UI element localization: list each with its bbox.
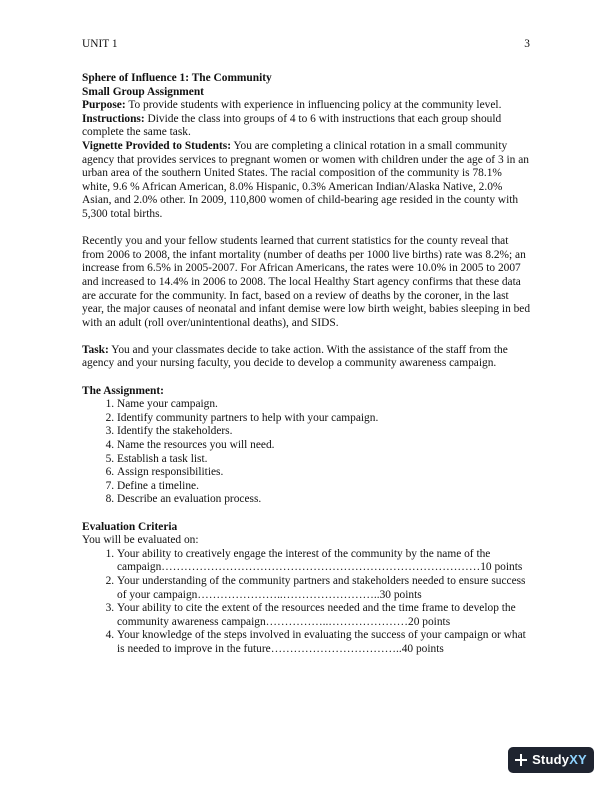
list-item: 4. Name the resources you will need. (117, 439, 532, 453)
document-body (82, 72, 532, 657)
evaluation-list (82, 548, 532, 657)
task-text: You and your classmates decide to take action. With the assistance of the staff from the agency and your nursing faculty, you decide to develop a community awareness campaign. (82, 343, 508, 370)
running-head: UNIT 1 (82, 38, 118, 50)
instructions-text: Divide the class into groups of 4 to 6 with instructions that each group should complete the same task. (82, 112, 502, 139)
vignette-text: You are completing a clinical rotation in a small community agency that provides services to pregnant women or women with children under the age of 3 in an urban area of the southern United States. The racial composition of the community is 78.1% white, 9.6 % African American, 8.0% Hispanic, 0.3% American Indian/Alaska Native, 2.0% Asian, and 2.0% other. In 2009, 110,800 women of child-bearing age resided in the county with 5,300 total births. (82, 139, 529, 220)
vignette-paragraph (82, 140, 532, 222)
document-subtitle: Small Group Assignment (82, 85, 204, 98)
studyxy-logo (508, 747, 594, 773)
list-item: 7. Define a timeline. (117, 480, 532, 494)
list-item: 1. Name your campaign. (117, 398, 532, 412)
task-label: Task: (82, 343, 109, 356)
evaluation-heading: Evaluation Criteria (82, 520, 178, 533)
task-paragraph (82, 344, 532, 371)
statistics-paragraph: Recently you and your fellow students learned that current statistics for the county reveal that from 2006 to 2008, the infant mortality (number of deaths per 1000 live births) rate was 8.2%; an increase from 6.5% in 2005-2007. For African Americans, the rates were 10.0% in 2005 to 2007 and increased to 14.4% in 2006 to 2008. The local Healthy Start agency confirms that these data are accurate for the community. In fact, based on a review of deaths by the coroner, in the last year, the major causes of neonatal and infant demise were low birth weight, babies sleeping in bed with an adult (roll over/unintentional deaths), and SIDS. (82, 235, 531, 329)
page-header (82, 38, 530, 52)
plus-icon (515, 754, 527, 766)
list-item: 5. Establish a task list. (117, 453, 532, 467)
list-item: 2. Your understanding of the community partners and stakeholders needed to ensure success of your campaign…………………..……………………..30 points (117, 575, 532, 602)
page-number: 3 (524, 38, 530, 50)
list-item: 1. Your ability to creatively engage the interest of the community by the name of the campaign…………………………………………………………………………10 points (117, 548, 532, 575)
assignment-heading: The Assignment: (82, 384, 164, 397)
list-item: 8. Describe an evaluation process. (117, 493, 532, 507)
instructions-paragraph (82, 113, 532, 140)
vignette-label: Vignette Provided to Students: (82, 139, 232, 152)
purpose-paragraph (82, 99, 532, 113)
list-item: 4. Your knowledge of the steps involved in evaluating the success of your campaign or what is needed to improve in the future……………………………..40 points (117, 629, 532, 656)
purpose-text: To provide students with experience in influencing policy at the community level. (125, 99, 502, 112)
logo-text-main: Study (532, 752, 570, 768)
list-item: 2. Identify community partners to help with your campaign. (117, 412, 532, 426)
instructions-label: Instructions: (82, 112, 145, 125)
list-item: 3. Identify the stakeholders. (117, 425, 532, 439)
evaluation-intro: You will be evaluated on: (82, 534, 199, 547)
list-item: 3. Your ability to cite the extent of the resources needed and the time frame to develop the community awareness campaign……………..…………………20 points (117, 602, 532, 629)
logo-text-accent: XY (569, 752, 587, 768)
list-item: 6. Assign responsibilities. (117, 466, 532, 480)
purpose-label: Purpose: (82, 99, 126, 112)
document-title: Sphere of Influence 1: The Community (82, 72, 272, 84)
assignment-list (82, 398, 532, 507)
